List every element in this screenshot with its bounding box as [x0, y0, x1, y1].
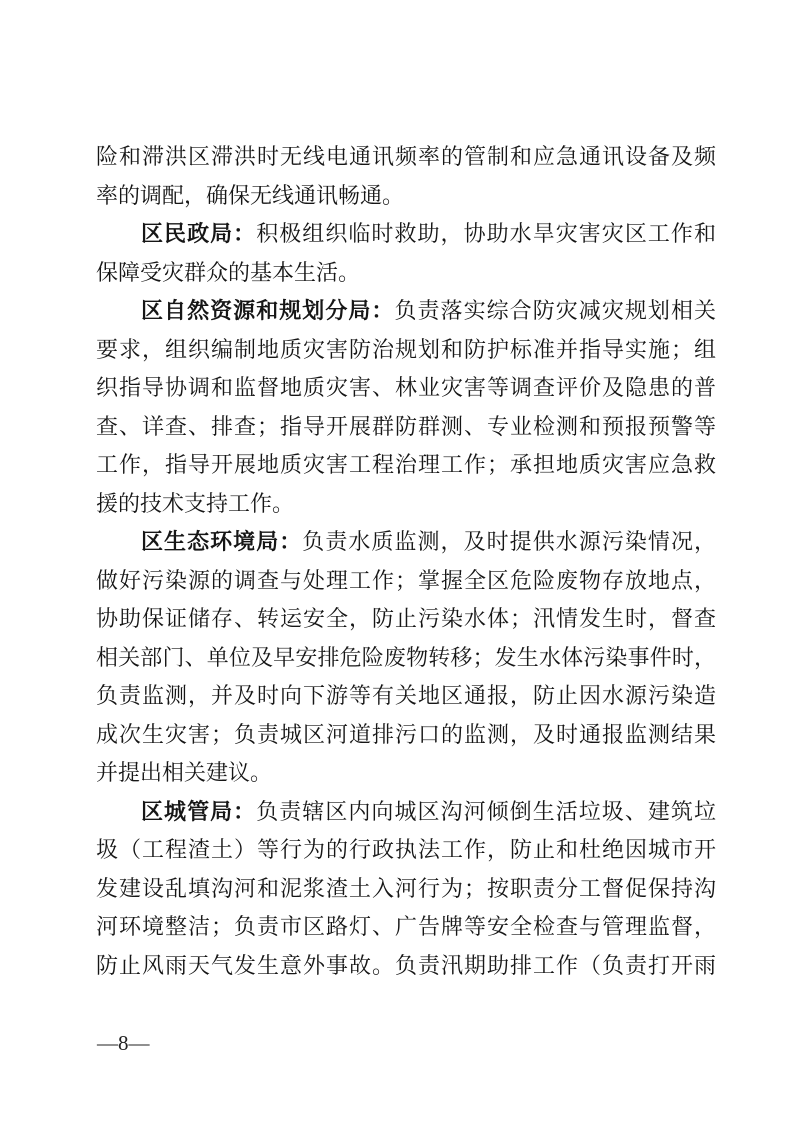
text-line: 并提出相关建议。	[96, 760, 273, 785]
text-line	[96, 793, 716, 832]
section-header: 区生态环境局：	[141, 529, 303, 554]
page-number: —8—	[97, 1031, 150, 1055]
text-line: 要求，组织编制地质灾害防治规划和防护标准并指导实施；组	[96, 336, 716, 362]
text-run: 负责水质监测，及时提供水源污染情况，	[302, 529, 716, 554]
text-line: 负责监测，并及时向下游等有关地区通报，防止因水源污染造	[96, 683, 716, 708]
text-line: 援的技术支持工作。	[96, 490, 295, 516]
section-header: 区民政局：	[141, 221, 257, 246]
text-line: 发建设乱填沟河和泥浆渣土入河行为；按职责分工督促保持沟	[96, 875, 716, 901]
text-run: 积极组织临时救助，协助水旱灾害灾区工作和	[256, 221, 716, 246]
text-line: 协助保证储存、转运安全，防止污染水体；汛情发生时，督查	[96, 606, 716, 631]
text-line: 险和滞洪区滞洪时无线电通讯频率的管制和应急通讯设备及频	[96, 144, 716, 169]
section-header: 区自然资源和规划分局：	[141, 298, 395, 323]
text-run: 负责辖区内向城区沟河倾倒生活垃圾、建筑垃	[256, 798, 716, 824]
text-run: 负责落实综合防灾减灾规划相关	[394, 298, 716, 323]
text-line: 保障受灾群众的基本生活。	[96, 259, 361, 285]
document-body	[96, 138, 716, 985]
text-line	[96, 215, 716, 254]
text-line: 查、详查、排查；指导开展群防群测、专业检测和预报预警等	[96, 413, 716, 439]
text-line: 做好污染源的调查与处理工作；掌握全区危险废物存放地点，	[96, 567, 716, 593]
text-line: 圾（工程渣土）等行为的行政执法工作，防止和杜绝因城市开	[96, 837, 716, 862]
text-line: 工作，指导开展地质灾害工程治理工作；承担地质灾害应急救	[96, 452, 716, 477]
text-line: 织指导协调和监督地质灾害、林业灾害等调查评价及隐患的普	[96, 375, 716, 400]
text-line: 率的调配，确保无线通讯畅通。	[96, 182, 405, 208]
text-line: 防止风雨天气发生意外事故。负责汛期助排工作（负责打开雨	[96, 952, 716, 978]
text-line	[96, 523, 716, 562]
text-line	[96, 292, 716, 331]
text-line: 相关部门、单位及早安排危险废物转移；发生水体污染事件时，	[96, 644, 716, 670]
section-header: 区城管局：	[141, 798, 257, 824]
text-line: 河环境整洁；负责市区路灯、广告牌等安全检查与管理监督，	[96, 914, 716, 939]
text-line: 成次生灾害；负责城区河道排污口的监测，及时通报监测结果	[96, 721, 716, 747]
